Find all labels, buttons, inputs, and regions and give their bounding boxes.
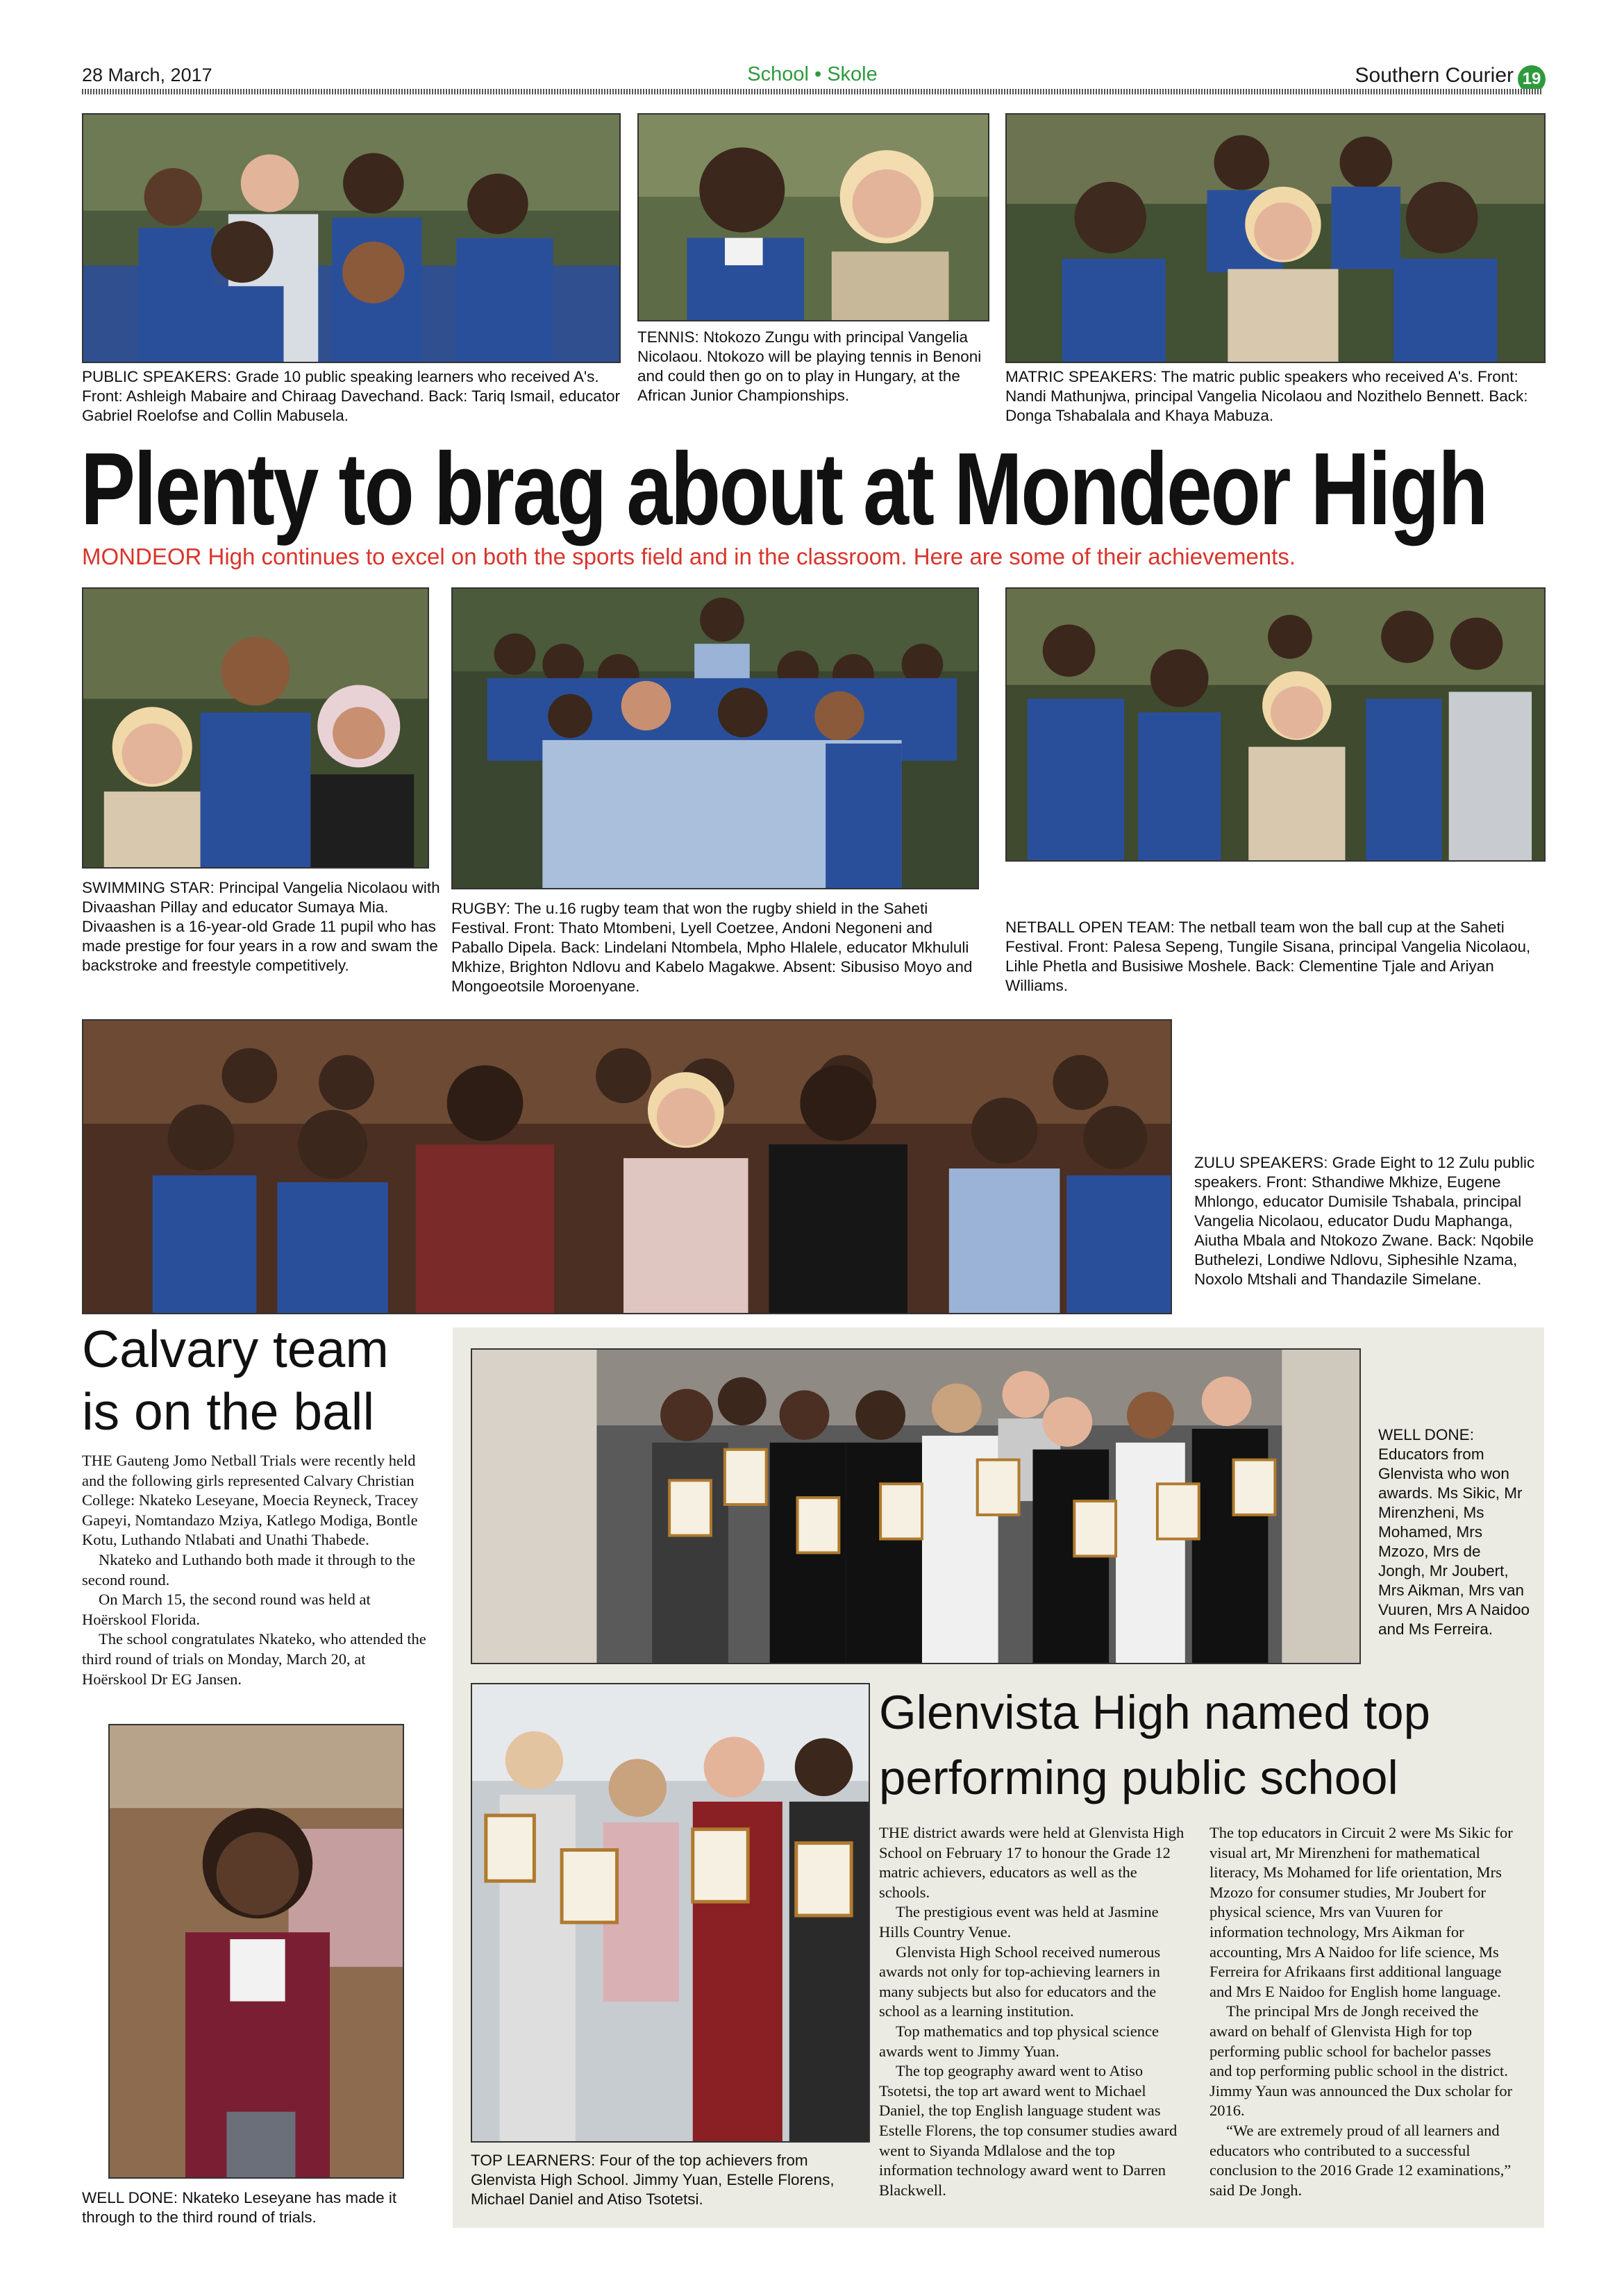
glenvista-paragraph: Glenvista High School received numerous awards not only for top-achieving learners in many subjects but also for educators and the school as a learning institution. xyxy=(879,1943,1161,2020)
caption-swimming-star: SWIMMING STAR: Principal Vangelia Nicolaou with Divaashan Pillay and educator Sumaya Mia. Divaashen is a 16-year-old Grade 11 pupil who has made prestige for four years in a row and swam the backstroke and freestyle competitively. xyxy=(82,879,440,974)
photo-matric-speakers xyxy=(1005,113,1546,363)
photo-tennis xyxy=(637,113,989,321)
header-paper-name: Southern Courier xyxy=(1355,64,1514,87)
photo-zulu-speakers xyxy=(82,1019,1172,1314)
caption-nkateko: WELL DONE: Nkateko Leseyane has made it through to the third round of trials. xyxy=(82,2189,397,2226)
caption-netball: NETBALL OPEN TEAM: The netball team won the ball cup at the Saheti Festival. Front: Palesa Sepeng, Tungile Sisana, principal Vangelia Nicolaou, Lihle Phetla and Busisiwe Moshele. Back: Clementine Tjale and Ariyan Williams. xyxy=(1005,919,1531,994)
calvary-paragraph: The school congratulates Nkateko, who attended the third round of trials on Monday, March 20, at Hoërskool Dr EG Jansen. xyxy=(82,1630,426,1688)
glenvista-paragraph: THE district awards were held at Glenvista High School on February 17 to honour the Grade 12 matric achievers, educators as well as the schools. xyxy=(879,1824,1184,1901)
header-date: 28 March, 2017 xyxy=(82,65,212,85)
photo-nkateko xyxy=(108,1724,404,2179)
page-number: 19 xyxy=(1522,69,1541,88)
glenvista-title: Glenvista High named top performing public school xyxy=(879,1686,1430,1804)
photo-top-learners xyxy=(471,1683,870,2143)
caption-zulu-speakers: ZULU SPEAKERS: Grade Eight to 12 Zulu public speakers. Front: Sthandiwe Mkhize, Eugene Mhlongo, educator Dumisile Tshabala, principal Vangelia Nicolaou, educator Dudu Maphanga, Aiutha Mbala and Ntokozo Zwane. Back: Nqobile Buthelezi, Londiwe Ndlovu, Siphesihle Nzama, Noxolo Mtshali and Thandazile Simelane. xyxy=(1194,1154,1535,1288)
glenvista-column-2 xyxy=(1209,1823,1515,2200)
caption-matric-speakers: MATRIC SPEAKERS: The matric public speakers who received A's. Front: Nandi Mathunjwa, principal Vangelia Nicolaou and Nozithelo Bennett. Back: Donga Tshabalala and Khaya Mabuza. xyxy=(1005,368,1528,424)
caption-educators: WELL DONE: Educators from Glenvista who won awards. Ms Sikic, Mr Mirenzheni, Ms Mohamed, Mrs Mzozo, Mrs de Jongh, Mr Joubert, Mrs Aikman, Mrs van Vuuren, Mrs A Naidoo and Ms Ferreira. xyxy=(1378,1426,1530,1638)
calvary-body xyxy=(82,1451,429,1689)
photo-educators xyxy=(471,1348,1361,1664)
caption-public-speakers: PUBLIC SPEAKERS: Grade 10 public speaking learners who received A's. Front: Ashleigh Mabaire and Chiraag Davechand. Back: Tariq Ismail, educator Gabriel Roelofse and Collin Mabusela. xyxy=(82,368,620,424)
glenvista-paragraph: The principal Mrs de Jongh received the award on behalf of Glenvista High for top performing public school for bachelor passes and top performing public school in the district. Jimmy Yaun was announced the Dux scholar for 2016. xyxy=(1209,2002,1513,2120)
glenvista-paragraph: The top educators in Circuit 2 were Ms Sikic for visual art, Mr Mirenzheni for mathematical literacy, Ms Mohamed for life orientation, Mrs Mzozo for consumer studies, Mr Joubert for physical science, Mrs van Vuuren for information technology, Mrs Aikman for accounting, Mrs A Naidoo for life science, Ms Ferreira for Afrikaans first additional language and Mrs E Naidoo for English home language. xyxy=(1209,1824,1513,2000)
calvary-paragraph: On March 15, the second round was held at Hoërskool Florida. xyxy=(82,1591,371,1628)
glenvista-paragraph: The prestigious event was held at Jasmine Hills Country Venue. xyxy=(879,1903,1159,1941)
photo-rugby-team xyxy=(451,587,979,889)
header-section: School • Skole xyxy=(747,63,878,85)
calvary-paragraph: Nkateko and Luthando both made it through to the second round. xyxy=(82,1550,416,1589)
standfirst: MONDEOR High continues to excel on both the sports field and in the classroom. Here are some of their achievements. xyxy=(82,544,1296,569)
caption-rugby: RUGBY: The u.16 rugby team that won the rugby shield in the Saheti Festival. Front: Thato Mtombeni, Lyell Coetzee, Andoni Negoneni and Paballo Dipela. Back: Lindelani Ntombela, Mpho Hlalele, educator Mkhululi Mkhize, Brighton Ndlovu and Kabelo Magakwe. Absent: Sibusiso Moyo and Mongoeotsile Moroenyane. xyxy=(451,900,973,995)
calvary-paragraph: THE Gauteng Jomo Netball Trials were recently held and the following girls represented Calvary Christian College: Nkateko Leseyane, Moecia Reyneck, Tracey Gapeyi, Nomtandazo Mziya, Katlego Modiga, Bontle Kotu, Luthando Ntlabati and Unathi Thabede. xyxy=(82,1452,419,1549)
photo-netball-team xyxy=(1005,587,1546,862)
calvary-title: Calvary team is on the ball xyxy=(82,1320,389,1441)
main-headline: Plenty to brag about at Mondeor High xyxy=(81,432,1487,546)
glenvista-paragraph: “We are extremely proud of all learners and educators who contributed to a successful conclusion to the 2016 Grade 12 examinations,” said De Jongh. xyxy=(1209,2121,1512,2199)
glenvista-paragraph: Top mathematics and top physical science awards went to Jimmy Yuan. xyxy=(879,2022,1159,2060)
header-rule xyxy=(82,89,1543,94)
glenvista-paragraph: The top geography award went to Atiso Tsotetsi, the top art award went to Michael Daniel, the top English language student was Estelle Florens, the top consumer studies award went to Siyanda Mdlalose and the top information technology award went to Darren Blackwell. xyxy=(879,2062,1178,2199)
photo-swimming-star xyxy=(82,587,429,869)
glenvista-column-1 xyxy=(879,1823,1184,2200)
caption-top-learners: TOP LEARNERS: Four of the top achievers from Glenvista High School. Jimmy Yuan, Estelle Florens, Michael Daniel and Atiso Tsotetsi. xyxy=(471,2152,835,2208)
caption-tennis: TENNIS: Ntokozo Zungu with principal Vangelia Nicolaou. Ntokozo will be playing tennis in Benoni and could then go on to play in Hungary, at the African Junior Championships. xyxy=(637,328,982,404)
photo-public-speakers xyxy=(82,113,621,363)
